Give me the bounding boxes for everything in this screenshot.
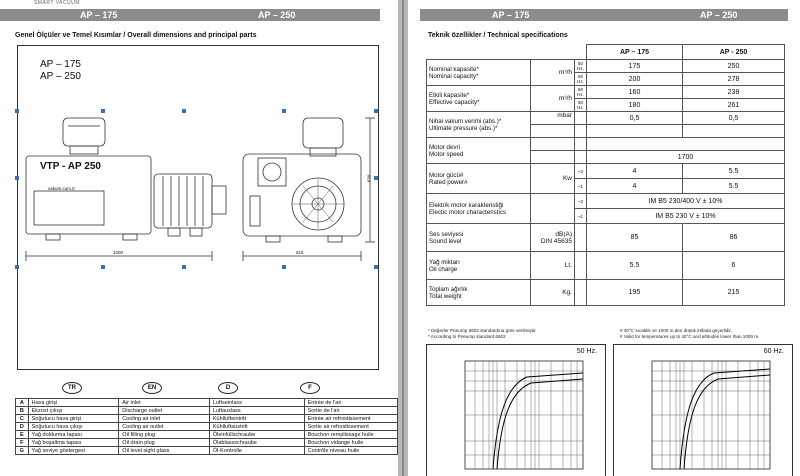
legend-cell-fr: Entrée air refroidissement [304,415,397,423]
selection-handle[interactable] [182,109,186,113]
legend-cell-de: Luftauslass [209,407,304,415]
value-sound-b: 86 [683,224,785,252]
inlet-filter-front [63,118,105,146]
performance-graph-60hz [613,344,793,476]
legend-cell-tr: Soğutucu hava çıkışı [28,423,119,431]
label-power-en: Rated power# [429,178,468,186]
selection-handle[interactable] [15,109,19,113]
selection-handle[interactable] [374,176,378,180]
legend-cell-tr: Hava girişi [28,399,119,407]
footnote: # 40°C sıcaklık ve 1000 m.den düşük irtifada geçerlidir. [620,328,732,333]
legend-cell-en: Oil level sight glass [119,447,210,455]
hz-60: 60 Hz. [575,99,587,112]
band-model-b: AP – 250 [258,10,296,20]
legend-cell-en: Air inlet [119,399,210,407]
spec-col-a: AP – 175 [587,45,683,60]
unit-sound-std: DIN 45635 [540,237,572,245]
value-nominal-b-60: 278 [683,73,785,86]
value-weight-a: 195 [587,280,683,306]
legend-cell-fr: Sortie de l'air [304,407,397,415]
legend-cell-key: E [16,431,29,439]
legend-cell-fr: Entrée de l'air [304,399,397,407]
label-weight-en: Total weight [429,292,462,300]
legend-cell-de: Kühllufteintritt [209,415,304,423]
parts-legend-row [16,415,398,423]
unit-weight: Kg. [531,280,575,306]
parts-legend-row [16,399,398,407]
drawing-model-a: AP – 175 [40,59,81,70]
footnote: * According to Pneurop standard 6602 [428,334,506,339]
parts-legend-row [16,423,398,431]
pump-nameplate: VTP - AP 250 [40,161,101,172]
phase-3: ~3 [575,194,587,209]
footnote: * Değerler Pneurop 6602 standardına göre verilmiştir. [428,328,537,333]
lang-badge-de: D [218,382,238,394]
selection-handle[interactable] [182,265,186,269]
label-power-tr: Motor gücü# [429,171,464,179]
selection-handle[interactable] [101,109,105,113]
label-nominal-tr: Nominal kapasite* [429,65,479,73]
selection-handle[interactable] [374,109,378,113]
hz-60: 60 Hz. [575,73,587,86]
unit-power: Kw [531,164,575,194]
value-ultimate-a: 0,5 [587,112,683,125]
legend-cell-key: F [16,439,29,447]
legend-cell-tr: Ekzost çıkışı [28,407,119,415]
legend-cell-key: B [16,407,29,415]
selection-handle[interactable] [282,265,286,269]
selection-handle[interactable] [101,265,105,269]
legend-cell-tr: Yağ boşaltma tapası [28,439,119,447]
legend-cell-fr: Sortie air refroidissement [304,423,397,431]
legend-cell-fr: Contrôle niveau huile [304,447,397,455]
legend-cell-fr: Bouchon remplissage huile [304,431,397,439]
legend-cell-en: Oil filling plug [119,431,210,439]
value-oil-b: 6 [683,252,785,280]
legend-cell-key: A [16,399,29,407]
unit-oil: Lt. [531,252,575,280]
page-fold [402,0,404,476]
value-effective-b-60: 261 [683,99,785,112]
lang-badge-en: EN [142,382,162,394]
legend-cell-key: D [16,423,29,431]
value-effective-a-60: 180 [587,99,683,112]
value-power-a-1: 4 [587,179,683,194]
legend-cell-en: Cooling air inlet [119,415,210,423]
unit-effective: m³/h [531,86,575,112]
drawing-model-b: AP – 250 [40,71,81,82]
label-electric-tr: Elektrik motor karakteristiği [429,201,504,209]
dimension-side: 615 [296,250,304,255]
selection-handle[interactable] [15,265,19,269]
label-sound-tr: Ses seviyesi [429,230,464,238]
value-nominal-b-50: 250 [683,60,785,73]
hz-50: 50 Hz. [575,86,587,99]
legend-cell-en: Discharge outlet [119,407,210,415]
label-oil-en: Oil charge [429,265,458,273]
parts-legend-row [16,447,398,455]
value-oil-a: 5.5 [587,252,683,280]
unit-ultimate: mbar [531,112,575,125]
lang-badge-tr: TR [62,382,82,394]
legend-cell-tr: Yağ doldurma tapası [28,431,119,439]
legend-cell-en: Oil drain plug [119,439,210,447]
label-effective-en: Effective capacity* [429,98,480,106]
legend-cell-de: Ölablassschraube [209,439,304,447]
unit-nominal: m³/h [531,60,575,86]
label-effective-tr: Etkili kapasite* [429,91,470,99]
parts-legend-row [16,407,398,415]
spec-col-b: AP - 250 [683,45,785,60]
band-model-a: AP – 175 [80,10,118,20]
value-effective-b-50: 238 [683,86,785,99]
label-nominal-en: Nominal capacity* [429,72,479,80]
graph-60hz-svg [614,345,792,476]
value-electric-3: IM B5 230/400 V ± 10% [587,194,785,209]
band-model-b-right: AP – 250 [700,10,738,20]
section-title-specs: Teknik özellikler / Technical specifications [428,32,568,39]
graph-label-50hz: 50 Hz. [576,348,597,355]
value-nominal-a-60: 200 [587,73,683,86]
performance-graph-50hz [426,344,606,476]
spec-table [426,44,785,306]
value-speed: 1700 [587,151,785,164]
legend-cell-tr: Yağ seviye göstergesi [28,447,119,455]
value-electric-1: IM B5 230 V ± 10% [587,209,785,224]
label-speed-tr: Motor devri [429,143,460,151]
label-oil-tr: Yağ miktarı [429,258,460,266]
pump-nameplate-sub: vakum.com.tr [48,186,76,191]
legend-cell-en: Cooling air outlet [119,423,210,431]
value-weight-b: 215 [683,280,785,306]
hz-50: 50 Hz. [575,60,587,73]
legend-cell-de: Kühlluftaustritt [209,423,304,431]
band-model-a-right: AP – 175 [492,10,530,20]
legend-cell-tr: Soğutucu hava girişi [28,415,119,423]
top-brand-text: SMART VACUUM [34,0,81,6]
value-power-b-1: 5.5 [683,179,785,194]
left-page [0,0,398,476]
legend-cell-de: Öleinfüllschraube [209,431,304,439]
graph-50hz-svg [427,345,605,476]
label-weight-tr: Toplam ağırlık [429,285,468,293]
value-ultimate-b: 0,5 [683,112,785,125]
section-title-dimensions: Genel Ölçüler ve Temel Kısımlar / Overall dimensions and principal parts [15,32,257,39]
legend-cell-key: C [16,415,29,423]
parts-legend-row [16,431,398,439]
value-power-b-3: 5.5 [683,164,785,179]
legend-cell-de: Öl-Kontrolle [209,447,304,455]
legend-cell-fr: Bouchon vidange huile [304,439,397,447]
phase-1: ~1 [575,209,587,224]
dimension-width: 1000 [113,250,124,255]
value-nominal-a-50: 175 [587,60,683,73]
dimension-height: 630 [366,174,372,183]
legend-cell-key: G [16,447,29,455]
value-power-a-3: 4 [587,164,683,179]
selection-handle[interactable] [374,265,378,269]
phase-3: ~3 [575,164,587,179]
label-speed-en: Motor speed [429,150,464,158]
model-header-band-right [420,9,788,21]
lang-badge-fr: F [300,382,320,394]
selection-handle[interactable] [15,176,19,180]
label-electric-en: Electic motor characteristics [429,208,507,216]
inlet-filter-side [303,118,343,148]
model-header-band [0,9,380,21]
label-sound-en: Sound level [429,237,462,245]
graph-label-60hz: 60 Hz. [763,348,784,355]
right-page [408,0,800,476]
footnote: # Valid for temperatures up to 40°C and altitudes lower than 1000 m. [620,334,760,339]
dimension-drawing [17,45,379,370]
pump-drawing-svg [18,46,378,369]
label-ultimate-en: Ultimate pressure (abs.)* [429,124,498,132]
label-ultimate-tr: Nihai vakum verimi (abs.)* [429,117,502,125]
selection-handle[interactable] [282,109,286,113]
parts-legend-row [16,439,398,447]
unit-sound: dB(A) [555,230,572,238]
value-effective-a-50: 160 [587,86,683,99]
parts-legend-table [15,398,398,455]
value-sound-a: 85 [587,224,683,252]
phase-1: ~1 [575,179,587,194]
legend-cell-de: Luftseinlass [209,399,304,407]
